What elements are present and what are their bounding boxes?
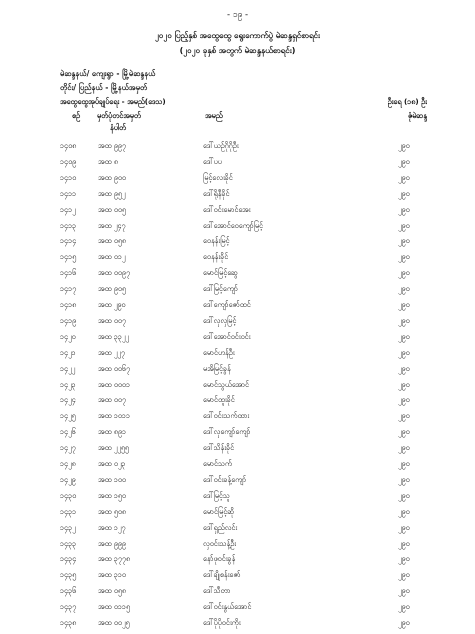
row-name: မောင်ထူးခိုင် <box>203 395 235 405</box>
row-name: ဒေါ်ပိုပိုဝင်းကိုး <box>203 618 241 627</box>
row-code: အထ ၀၀၉၇ <box>98 268 131 278</box>
row-amount: ၂၉၀ <box>398 506 410 516</box>
row-name: ဒေါ်လှလှမြင့် <box>203 315 237 325</box>
row-amount: ၂၉၀ <box>398 443 410 453</box>
table-row <box>0 236 475 252</box>
row-amount: ၂၉၀ <box>398 459 410 468</box>
table-row <box>0 411 475 427</box>
page-number: - ၁၉ - <box>226 10 249 20</box>
table-row <box>0 300 475 316</box>
table-row <box>0 491 475 507</box>
document-subtitle: (၂၀၂၀ ခုနှစ် အတွက် မဲဆန္ဒနယ်စာရင်း) <box>179 46 296 55</box>
row-number: ၁၄၁၂ <box>60 204 76 214</box>
table-row <box>0 395 475 411</box>
row-code: အထ ၀၁၂ <box>98 252 126 262</box>
row-number: ၁၄၂၇ <box>60 443 76 453</box>
row-code: အထ ၉၉၇ <box>98 141 126 150</box>
row-code: အထ ၂၂၅၅ <box>98 443 129 453</box>
row-code: အထ ၅၀၈ <box>98 506 127 516</box>
row-number: ၁၄၁၆ <box>60 268 77 278</box>
row-number: ၁၄၂၈ <box>60 459 76 468</box>
row-amount: ၂၉၀ <box>398 522 410 532</box>
column-header-no: စဉ် <box>72 111 81 120</box>
row-amount: ၂၉၀ <box>398 490 410 500</box>
row-code: အထ ၂၄၇ <box>98 220 126 230</box>
row-number: ၁၄၂၁ <box>60 347 76 357</box>
row-name: ဝေနန်းမြင့် <box>203 236 230 246</box>
row-number: ၁၄၂၅ <box>60 411 76 421</box>
table-row <box>0 173 475 189</box>
table-row <box>0 602 475 618</box>
row-amount: ၂၉၀ <box>398 411 410 421</box>
row-amount: ၂၉၀ <box>398 427 410 437</box>
table-row <box>0 205 475 221</box>
row-name: ဒေါ်လှကျော်ကျော် <box>203 427 251 437</box>
row-name: ဒေါ်အောင်ဝေကျော်မြင့် <box>203 220 264 230</box>
row-code: အထ ၉၉၉ <box>98 538 126 548</box>
row-code: အထ ၁၀၀ <box>98 474 126 484</box>
row-name: ဒေါ်ဝင်းသက်ထား <box>203 411 250 421</box>
row-code: အထ ၀၅၈ <box>98 586 127 596</box>
row-name: မောင်သက် <box>203 459 232 468</box>
row-code: အထ ၀၁၁၅ <box>98 602 131 612</box>
row-name: နော်ဖုဝင်းခွန် <box>203 554 236 564</box>
row-name: မောင်ဟန်ဦး <box>203 347 235 357</box>
table-row <box>0 586 475 602</box>
table-row <box>0 475 475 491</box>
row-amount: ၂၉၀ <box>398 395 410 405</box>
row-number: ၁၄၃၈ <box>60 618 77 627</box>
row-code: အထ ၁၂၇ <box>98 522 126 532</box>
row-code: အထ ၉၅၂ <box>98 188 126 198</box>
row-name: ဒေါ်ရိုနီခိုင် <box>203 188 230 198</box>
row-number: ၁၄၂၄ <box>60 395 76 405</box>
table-row <box>0 618 475 634</box>
row-amount: ၂၉၀ <box>398 315 410 325</box>
row-name: ဒေါ်အောင်ဝင်းဝင်း <box>203 331 251 341</box>
row-name: ဒေါ်ရှည်လင်း <box>203 522 238 532</box>
row-amount: ၂၉၀ <box>398 141 410 150</box>
row-number: ၁၄၃၃ <box>60 538 77 548</box>
row-code: အထ ၀၀၇ <box>98 315 126 325</box>
row-name: ဒေါ်ဝင်းမောင်အေး <box>203 204 251 214</box>
row-amount: ၂၉၀ <box>398 204 410 214</box>
row-number: ၁၄၀၉ <box>60 156 77 166</box>
table-row <box>0 268 475 284</box>
row-code: အထ ၁၅၀ <box>98 490 126 500</box>
table-row <box>0 332 475 348</box>
row-number: ၁၄၂၂ <box>60 363 76 373</box>
table-row <box>0 221 475 237</box>
row-name: ဒေါ်သီတာ <box>203 586 231 596</box>
table-row <box>0 284 475 300</box>
row-number: ၁၄၃၁ <box>60 506 77 516</box>
row-code: အထ ၀၀၂၅ <box>98 618 130 627</box>
table-row <box>0 459 475 475</box>
table-row <box>0 427 475 443</box>
row-code: အထ ၂၉၀ <box>98 300 126 309</box>
row-code: အထ ၈၉၁ <box>98 427 127 437</box>
row-name: ဒေါ်ချိုစန်းဇော် <box>203 570 241 580</box>
constituency-label: မဲဆန္ဒနယ်/ ကျေးရွာ - မြို့မဲဆန္ဒနယ် <box>60 69 156 78</box>
row-code: အထ ၁၀၁၁ <box>98 411 131 421</box>
row-amount: ၂၉၀ <box>398 156 410 166</box>
table-row <box>0 189 475 205</box>
row-amount: ၂၉၀ <box>398 236 410 246</box>
row-name: ဒေါ်ယဉ်ဂိုဂိုဦး <box>203 141 239 150</box>
row-number: ၁၄၃၇ <box>60 602 77 612</box>
row-amount: ၂၉၀ <box>398 379 410 389</box>
row-name: ဒေါ်ကျော်ဇော်ထင် <box>203 300 251 309</box>
row-amount: ၂၉၀ <box>398 284 410 294</box>
row-number: ၁၄၂၀ <box>60 331 76 341</box>
row-code: အထ ၂၂၇ <box>98 347 125 357</box>
row-name: ဒေါ်ဝင်းခန့်ကျော် <box>203 474 247 484</box>
region-label: တိုင်း/ ပြည်နယ် - မြို့နယ်အမှတ် <box>60 83 148 92</box>
row-amount: ၂၉၀ <box>398 252 410 262</box>
table-row <box>0 316 475 332</box>
row-amount: ၂၉၀ <box>398 268 410 278</box>
column-header-name: အမည် <box>205 111 223 120</box>
row-amount: ၂၉၀ <box>398 188 410 198</box>
row-name: ဒေါ်ဝင်းနွယ်အောင် <box>203 602 252 612</box>
column-header-code-sub: နံပါတ် <box>110 123 127 132</box>
row-amount: ၂၉၀ <box>398 300 410 309</box>
row-name: မောင်မြင့်ဆို <box>203 506 235 516</box>
row-number: ၁၄၁၀ <box>60 172 77 182</box>
row-number: ၁၄၃၆ <box>60 586 77 596</box>
row-amount: ၂၉၀ <box>398 554 410 564</box>
row-amount: ၂၉၀ <box>398 220 410 230</box>
row-number: ၁၄၃၄ <box>60 554 77 564</box>
row-code: အထ ၀၂၃ <box>98 459 126 468</box>
table-row <box>0 157 475 173</box>
row-code: အထ ၈ <box>98 156 118 166</box>
table-row <box>0 141 475 157</box>
table-row <box>0 570 475 586</box>
row-amount: ၂၉၀ <box>398 602 410 612</box>
row-number: ၁၄၁၄ <box>60 236 77 246</box>
row-code: အထ ၃၇၇၈ <box>98 554 131 564</box>
row-amount: ၂၉၀ <box>398 570 410 580</box>
row-number: ၁၄၃၀ <box>60 490 77 500</box>
row-amount: ၂၉၀ <box>398 474 410 484</box>
table-row <box>0 539 475 555</box>
row-number: ၁၄၁၁ <box>60 188 77 198</box>
row-code: အထ ၀၅၈ <box>98 236 127 246</box>
row-name: မအိမြင့်ခွန် <box>203 363 231 373</box>
row-amount: ၂၉၀ <box>398 172 410 182</box>
row-name: ဒေါ်သိန်းခိုင် <box>203 443 235 453</box>
row-name: ဒေါ်မြင့်သူ <box>203 490 230 500</box>
table-row <box>0 523 475 539</box>
row-name: ဝေနန်းခိုင် <box>203 252 229 262</box>
row-amount: ၂၉၀ <box>398 586 410 596</box>
column-header-code: မှတ်ပုံတင်အမှတ် <box>97 111 141 120</box>
row-name: လှဝင်းသန့်ဦး <box>203 538 237 548</box>
row-number: ၁၄၁၃ <box>60 220 77 230</box>
table-row <box>0 443 475 459</box>
row-code: အထ ၉၀၀ <box>98 172 126 182</box>
row-number: ၁၄၂၆ <box>60 427 76 437</box>
table-row <box>0 348 475 364</box>
table-row <box>0 252 475 268</box>
table-row <box>0 364 475 380</box>
row-code: အထ ၃၁၀ <box>98 570 126 580</box>
row-number: ၁၄၁၈ <box>60 300 77 309</box>
column-header-amount: ဇုံမဲဆန္ဒ <box>407 111 427 120</box>
row-number: ၁၄၂၃ <box>60 379 76 389</box>
row-number: ၁၄၁၇ <box>60 284 77 294</box>
row-number: ၁၄၀၈ <box>60 141 77 150</box>
table-row <box>0 507 475 523</box>
row-amount: ၂၉၀ <box>398 538 410 548</box>
row-number: ၁၄၃၂ <box>60 522 76 532</box>
row-code: အထ ၀၀၆၇ <box>98 363 131 373</box>
table-row <box>0 380 475 396</box>
row-amount: ၂၉၀ <box>398 363 410 373</box>
row-number: ၁၄၃၅ <box>60 570 77 580</box>
row-amount: ၂၉၀ <box>398 347 410 357</box>
table-row <box>0 554 475 570</box>
row-number: ၁၄၁၅ <box>60 252 77 262</box>
row-name: မောင်သွယ်အောင် <box>203 379 250 389</box>
row-number: ၁၄၂၉ <box>60 474 76 484</box>
row-code: အထ ၀၀၅ <box>98 204 126 214</box>
row-name: ဒေါ်မြင့်ကျော် <box>203 284 238 294</box>
row-code: အထ ၃၃၂၂ <box>98 331 129 341</box>
row-number: ၁၄၁၉ <box>60 315 77 325</box>
row-code: အထ ၉၀၅ <box>98 284 126 294</box>
header-left: အထွေထွေအုပ်ချုပ်ရေး - အမည်(ဒေသ) <box>60 97 166 106</box>
row-name: မြင့်လေးခိုင် <box>203 172 233 182</box>
row-code: အထ ၀၀၇ <box>98 395 126 405</box>
row-amount: ၂၉၀ <box>398 331 410 341</box>
row-name: ဒေါ်ပပ <box>203 156 222 166</box>
header-right: ဦးရေ (၁၈) ဦး <box>387 97 427 106</box>
document-title: ၂၀၂၀ ပြည့်နှစ် အထွေထွေ ရွေးကောက်ပွဲ မဲဆန္ဒရှင်စာရင်း <box>154 31 321 40</box>
row-name: မောင်မြင့်ဆွေ <box>203 268 238 278</box>
row-amount: ၂၉၀ <box>398 618 410 627</box>
row-code: အထ ၀၀၀၁ <box>98 379 131 389</box>
